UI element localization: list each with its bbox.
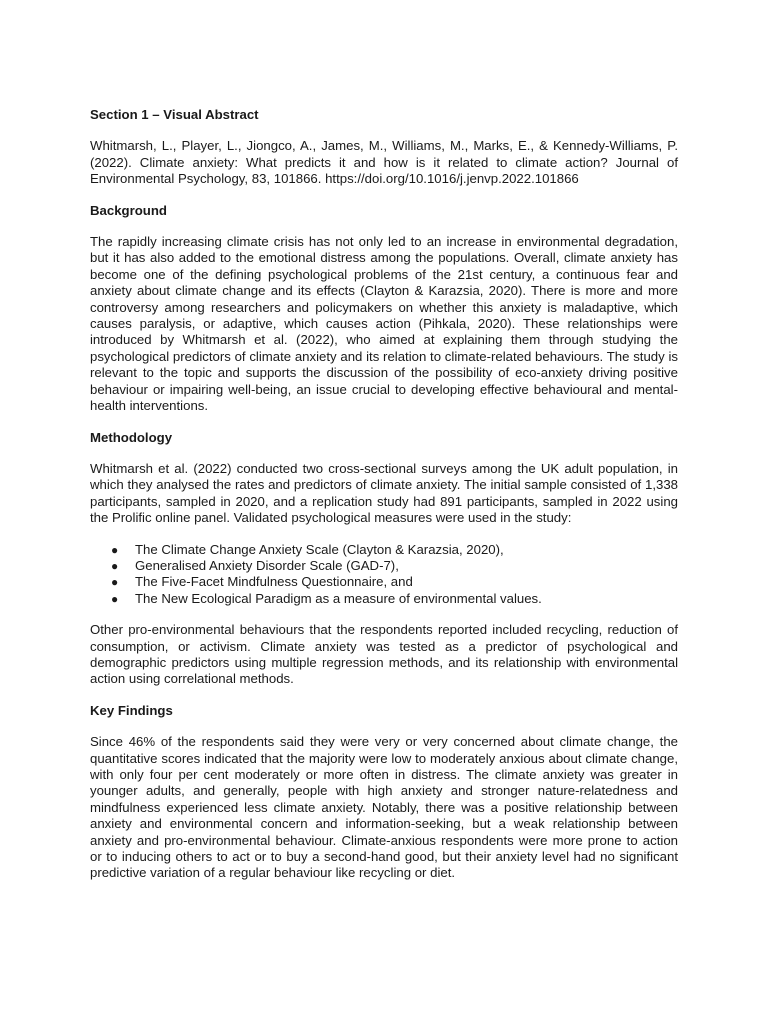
- document-page: [90, 107, 678, 882]
- bullet-icon: ●: [111, 558, 119, 573]
- list-item: [90, 574, 678, 590]
- background-paragraph: The rapidly increasing climate crisis has not only led to an increase in environmental degradation, but it has also added to the emotional distress among the populations. Overall, climate anxiety has become one of the defining psychological problems of the 21st century, a continuous fear and anxiety about climate change and its effects (Clayton & Karazsia, 2020). There is more and more controversy among researchers and policymakers on whether this anxiety is maladaptive, which causes paralysis, or adaptive, which causes action (Pihkala, 2020). These relationships were introduced by Whitmarsh et al. (2022), who aimed at explaining them through studying the psychological predictors of climate anxiety and its relation to climate-related behaviours. The study is relevant to the topic and supports the discussion of the possibility of eco-anxiety driving positive behaviour or impairing well-being, an issue crucial to developing effective behavioural and mental-health interventions.: [90, 234, 678, 414]
- list-item: [90, 591, 678, 607]
- list-item: [90, 542, 678, 558]
- list-item-text: Generalised Anxiety Disorder Scale (GAD-7),: [135, 557, 399, 573]
- measures-list: [90, 542, 678, 608]
- section-title: Section 1 – Visual Abstract: [90, 107, 259, 122]
- bullet-icon: ●: [111, 591, 119, 606]
- key-findings-heading: Key Findings: [90, 702, 173, 718]
- list-item: [90, 558, 678, 574]
- methodology-heading: Methodology: [90, 429, 173, 445]
- background-heading: Background: [90, 202, 167, 218]
- methodology-closing-paragraph: Other pro-environmental behaviours that the respondents reported included recycling, reduction of consumption, or activism. Climate anxiety was tested as a predictor of psychological and demographic predictors using multiple regression methods, and its relationship with environmental action using correlational methods.: [90, 622, 678, 687]
- list-item-text: The Five-Facet Mindfulness Questionnaire, and: [135, 574, 413, 590]
- list-item-text: The New Ecological Paradigm as a measure of environmental values.: [135, 590, 542, 606]
- bullet-icon: ●: [111, 575, 119, 590]
- bullet-icon: ●: [111, 542, 119, 557]
- list-item-text: The Climate Change Anxiety Scale (Clayton & Karazsia, 2020),: [135, 541, 504, 557]
- citation-paragraph: Whitmarsh, L., Player, L., Jiongco, A., James, M., Williams, M., Marks, E., & Kennedy-Williams, P. (2022). Climate anxiety: What predicts it and how is it related to climate action? Journal of Environmental Psychology, 83, 101866. https://doi.org/10.1016/j.jenvp.2022.101866: [90, 138, 678, 187]
- methodology-intro-paragraph: Whitmarsh et al. (2022) conducted two cross-sectional surveys among the UK adult population, in which they analysed the rates and predictors of climate anxiety. The initial sample consisted of 1,338 participants, sampled in 2020, and a replication study had 891 participants, sampled in 2022 using the Prolific online panel. Validated psychological measures were used in the study:: [90, 460, 678, 526]
- key-findings-paragraph: Since 46% of the respondents said they were very or very concerned about climate change, the quantitative scores indicated that the majority were low to moderately anxious about climate change, with only four per cent moderately or more often in distress. The climate anxiety was greater in younger adults, and generally, people with high anxiety and stronger nature-relatedness and mindfulness experienced less climate anxiety. Notably, there was a positive relationship between anxiety and environmental concern and information-seeking, but a weak relationship between anxiety and pro-environmental behaviour. Climate-anxious respondents were more prone to action or to inducing others to act or to buy a second-hand good, but their anxiety level had no significant predictive variation of a regular behaviour like recycling or diet.: [90, 734, 678, 881]
